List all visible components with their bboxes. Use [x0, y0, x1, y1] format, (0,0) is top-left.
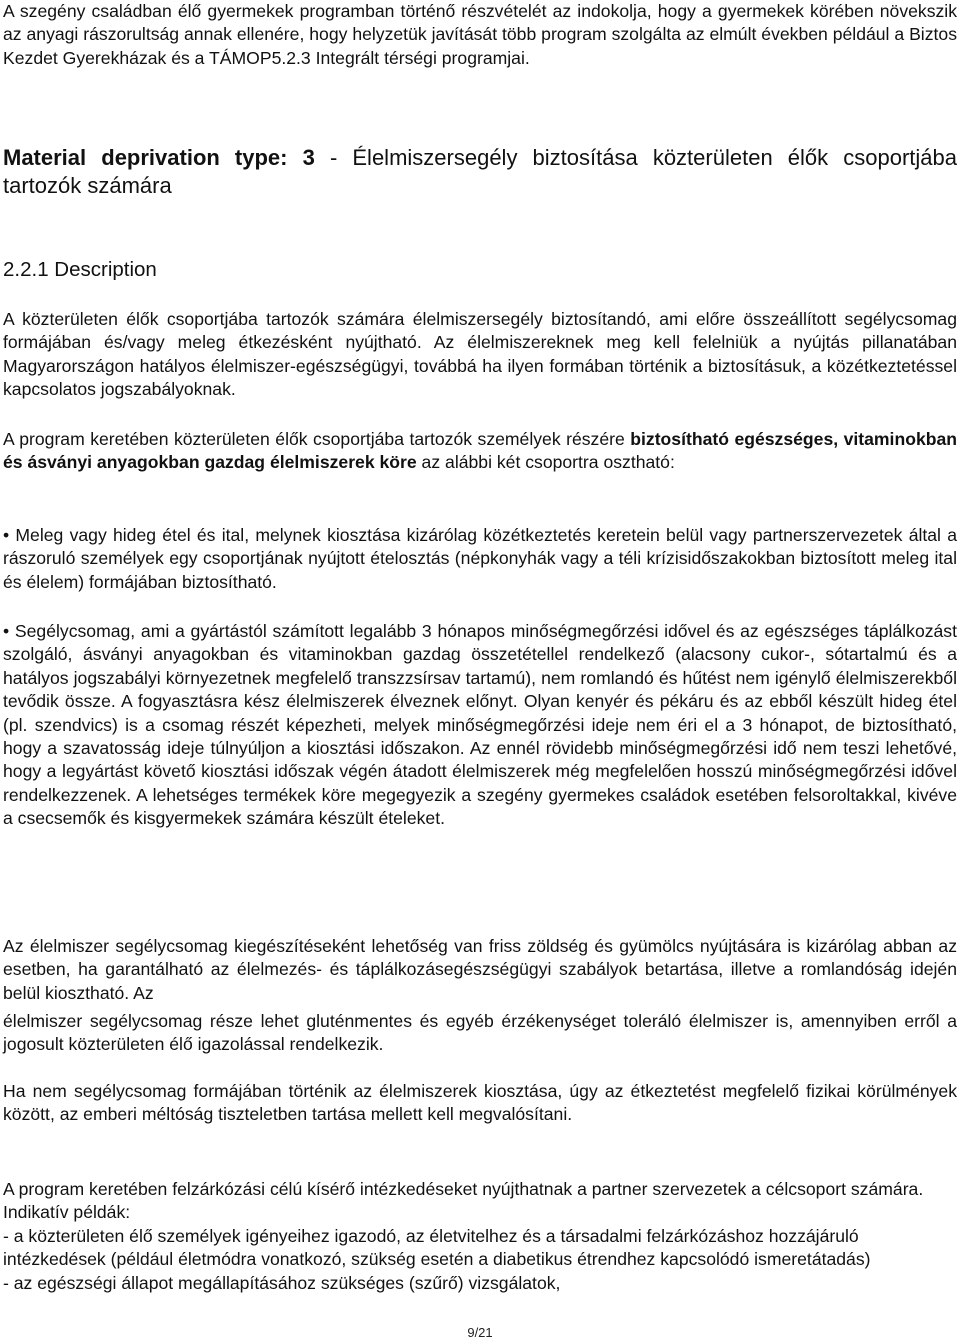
- measures-block: [3, 1178, 957, 1295]
- program-text-bold: biztosítható egészséges, vitaminokban és ásványi anyagokban gazdag élelmiszerek köre: [3, 429, 958, 473]
- measures-item-2: - az egészségi állapot megállapításához szükséges (szűrő) vizsgálatok,: [3, 1272, 561, 1293]
- page-number: 9/21: [467, 1325, 493, 1340]
- subsection-title: 2.2.1 Description: [3, 258, 157, 281]
- bullet-item-aid-package: • Segélycsomag, ami a gyártástól számított legalább 3 hónapos minőségmegőrzési idővel és az egészséges táplálkozást szolgáló, ásványi anyagokban és vitaminokban gazdag összetétellel rendelkező (alacsony cukor-, sótartalmú és a hatályos jogszabályi környezetnek megfelelő transzzsírsav tartamú), nem romlandó és hűtést nem igénylő élelmiszerekből tevődik össze. A fogyasztásra kész élelmiszerek élveznek előnyt. Olyan kenyér és pékáru és az ebből készült hideg étel (pl. szendvics) is a csomag részét képezheti, melyek minőségmegőrzési ideje nem éri el a 3 hónapot, de biztosítható, hogy a szavatosság ideje túlnyúljon a kiosztási időszakon. Az ennél rövidebb minőségmegőrzési idő nem teszi lehetővé, hogy a legyártást követő kiosztási időszak végén átadott élelmiszerek még megfelelően hosszú minőségmegőrzési idővel rendelkezzenek. A lehetséges termékek köre megegyezik a szegény gyermekes családok esetében felsoroltakkal, kivéve a csecsemők és kisgyermekek számára készült ételeket.: [3, 621, 957, 829]
- distribution-paragraph: Ha nem segélycsomag formájában történik az élelmiszerek kiosztása, úgy az étkeztetést megfelelő fizikai körülmények között, az emberi méltóság tiszteletben tartása mellett kell megvalósítani.: [3, 1081, 957, 1125]
- program-paragraph: [3, 428, 957, 475]
- intro-paragraph: A szegény családban élő gyermekek programban történő részvételét az indokolja, hogy a gyermekek körében növekszik az anyagi rászorultság annak ellenére, hogy helyzetük javítását több program szolgálta az elmúlt években például a Biztos Kezdet Gyerekházak és a TÁMOP5.2.3 Integrált térségi programjai.: [3, 1, 957, 68]
- measures-item-1: - a közterületen élő személyek igényeihez igazodó, az életvitelhez és a társadalmi felzárkózáshoz hozzájáruló intézkedések (például életmódra vonatkozó, szükség esetén a diabetikus étrendhez kapcsolódó ismeretátadás): [3, 1225, 871, 1270]
- program-text-after: az alábbi két csoportra osztható:: [416, 452, 675, 473]
- bullet-item-hot-meal: • Meleg vagy hideg étel és ital, melynek kiosztása kizárólag közétkeztetés keretein belül vagy partnerszervezetek által a rászoruló személyek egy csoportjának nyújtott ételosztás (népkonyhák vagy a téli krízisidőszakokban biztosított meleg ital és élelem) formájában biztosítható.: [3, 525, 957, 592]
- supplement-paragraph-1: Az élelmiszer segélycsomag kiegészítéseként lehetőség van friss zöldség és gyümölcs nyújtására is kizárólag abban az esetben, ha garantálható az élelmezés- és táplálkozásegészségügyi szabályok betartása, illetve a romlandóság idején belül kiosztható. Az: [3, 936, 957, 1003]
- section-heading: [3, 144, 957, 200]
- program-text-before: A program keretében közterületen élők csoportjába tartozók személyek részére: [3, 429, 631, 449]
- heading-rest: - Élelmiszersegély biztosítása közterületen élők csoportjába tartozók számára: [3, 145, 957, 198]
- supplement-paragraph-2: élelmiszer segélycsomag része lehet gluténmentes és egyéb érzékenységet toleráló élelmiszer is, amennyiben erről a jogosult közterületen élő igazolással rendelkezik.: [3, 1011, 957, 1055]
- heading-bold-part: Material deprivation type: 3: [3, 145, 315, 170]
- measures-intro: A program keretében felzárkózási célú kísérő intézkedéseket nyújthatnak a partner szervezetek a célcsoport számára. Indikatív példák:: [3, 1179, 924, 1223]
- description-paragraph: A közterületen élők csoportjába tartozók számára élelmiszersegély biztosítandó, ami előre összeállított segélycsomag formájában és/vagy meleg étkezésként nyújtható. Az élelmiszereknek meg kell felelniük a nyújtás pillanatában Magyarországon hatályos élelmiszer-egészségügyi, továbbá ha ilyen formában történik a biztosításuk, a közétkeztetéssel kapcsolatos jogszabályoknak.: [3, 309, 957, 400]
